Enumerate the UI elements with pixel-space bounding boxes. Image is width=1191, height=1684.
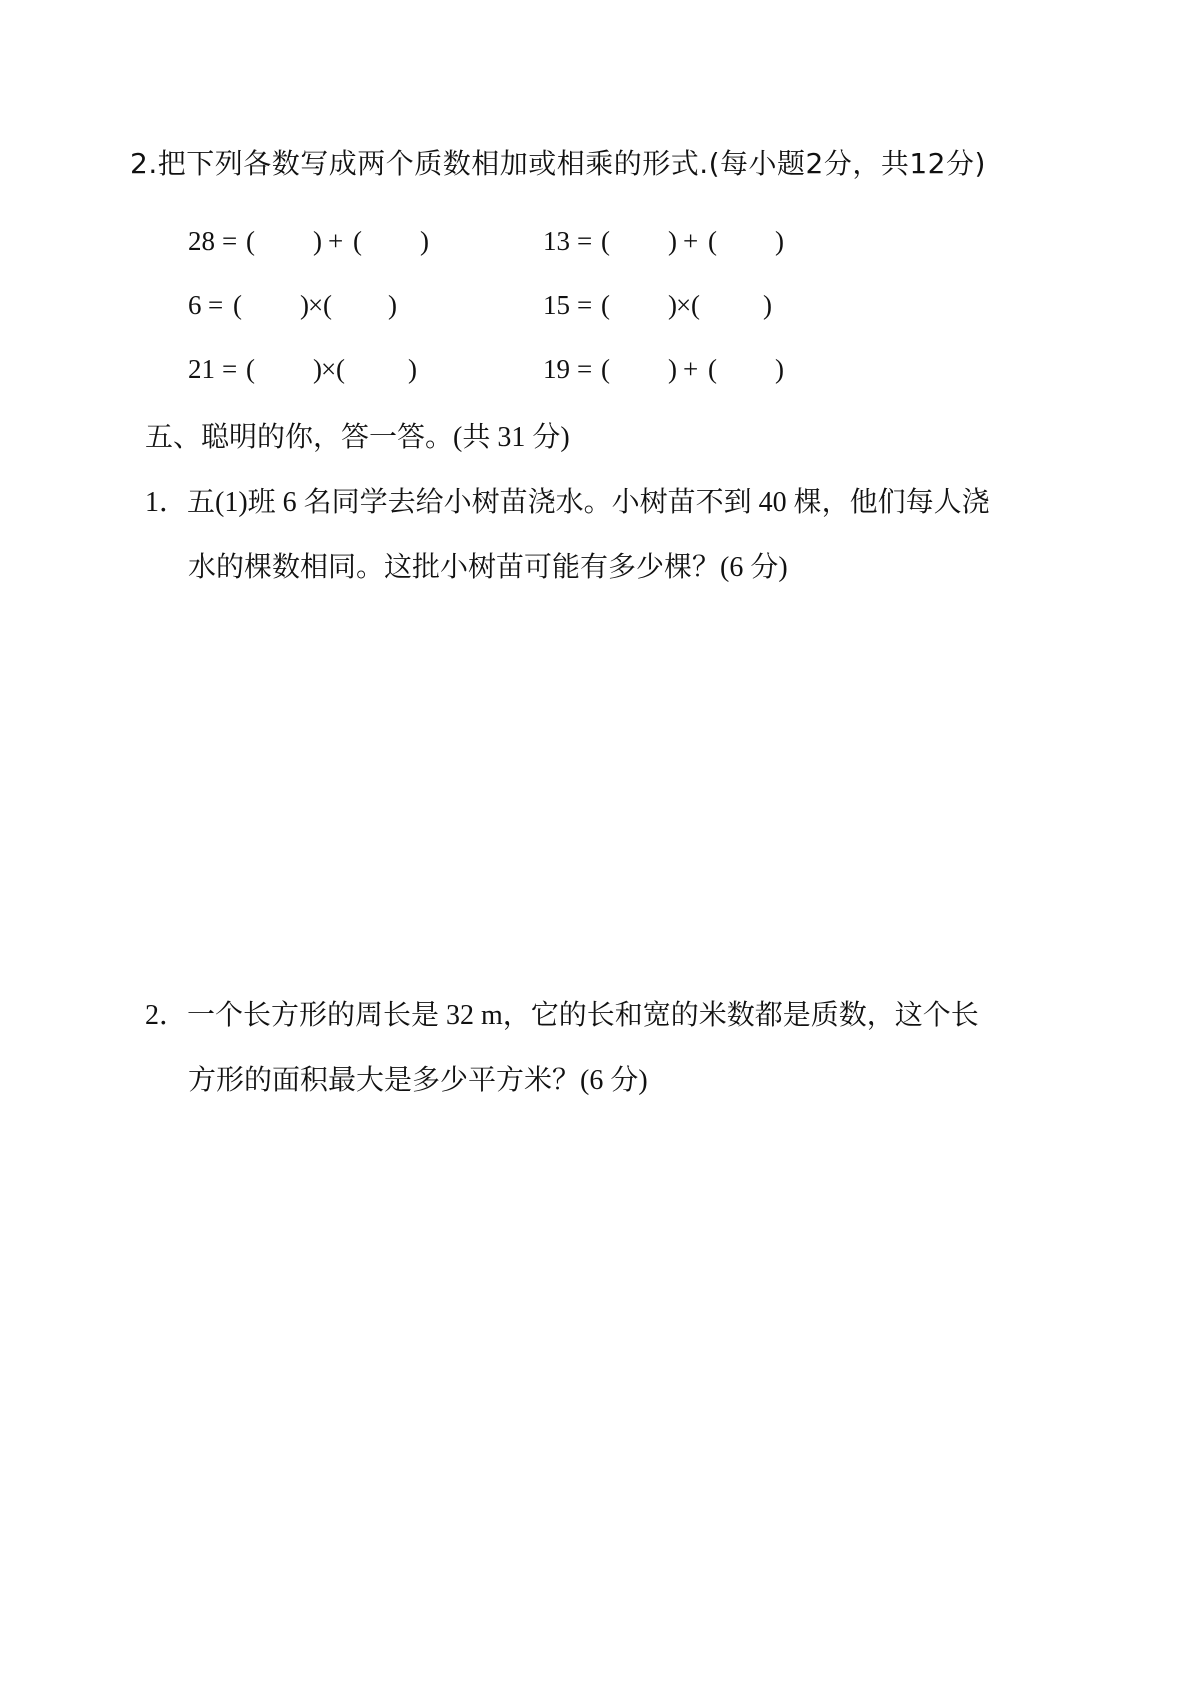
equals-sign: =: [222, 354, 238, 384]
equals-sign: =: [222, 226, 238, 256]
open-paren: (: [708, 226, 717, 256]
operator: ×: [308, 290, 324, 320]
equation-number: 21: [188, 354, 215, 384]
close-paren: ): [388, 290, 397, 320]
close-paren: ): [763, 290, 772, 320]
equation-13: [543, 226, 803, 262]
open-paren: (: [601, 354, 610, 384]
equation-number: 19: [543, 354, 570, 384]
close-paren: ): [775, 354, 784, 384]
open-paren: (: [601, 226, 610, 256]
open-paren: (: [708, 354, 717, 384]
open-paren: (: [601, 290, 610, 320]
equation-number: 13: [543, 226, 570, 256]
equation-number: 15: [543, 290, 570, 320]
operator: +: [683, 354, 699, 384]
equals-sign: =: [577, 226, 593, 256]
problem-2-line-1: 2．一个长方形的周长是 32 m，它的长和宽的米数都是质数，这个长: [145, 1000, 979, 1031]
problem-2-line-2: 方形的面积最大是多少平方米？(6 分): [188, 1065, 648, 1096]
close-paren: ): [668, 290, 677, 320]
open-paren: (: [233, 290, 242, 320]
equation-28: [188, 226, 448, 262]
close-paren: ): [313, 226, 322, 256]
equals-sign: =: [577, 290, 593, 320]
operator: +: [683, 226, 699, 256]
equation-21: [188, 354, 448, 390]
open-paren: (: [246, 354, 255, 384]
close-paren: ): [668, 226, 677, 256]
open-paren: (: [323, 290, 332, 320]
close-paren: ): [300, 290, 309, 320]
problem-1-line-1: 1．五(1)班 6 名同学去给小树苗浇水。小树苗不到 40 棵，他们每人浇: [145, 487, 990, 518]
equation-19: [543, 354, 803, 390]
open-paren: (: [336, 354, 345, 384]
open-paren: (: [691, 290, 700, 320]
close-paren: ): [668, 354, 677, 384]
operator: ×: [676, 290, 692, 320]
equation-15: [543, 290, 803, 326]
problem-1-line-2: 水的棵数相同。这批小树苗可能有多少棵？(6 分): [188, 552, 788, 583]
close-paren: ): [408, 354, 417, 384]
open-paren: (: [353, 226, 362, 256]
close-paren: ): [420, 226, 429, 256]
equation-number: 28: [188, 226, 215, 256]
section-5-title: 五、聪明的你，答一答。(共 31 分): [145, 422, 570, 453]
open-paren: (: [246, 226, 255, 256]
equals-sign: =: [577, 354, 593, 384]
equation-number: 6: [188, 290, 202, 320]
operator: +: [328, 226, 344, 256]
equals-sign: =: [208, 290, 224, 320]
question-2-heading: 2.把下列各数写成两个质数相加或相乘的形式.(每小题2分，共12分): [130, 147, 986, 180]
close-paren: ): [313, 354, 322, 384]
equation-6: [188, 290, 428, 326]
close-paren: ): [775, 226, 784, 256]
operator: ×: [321, 354, 337, 384]
